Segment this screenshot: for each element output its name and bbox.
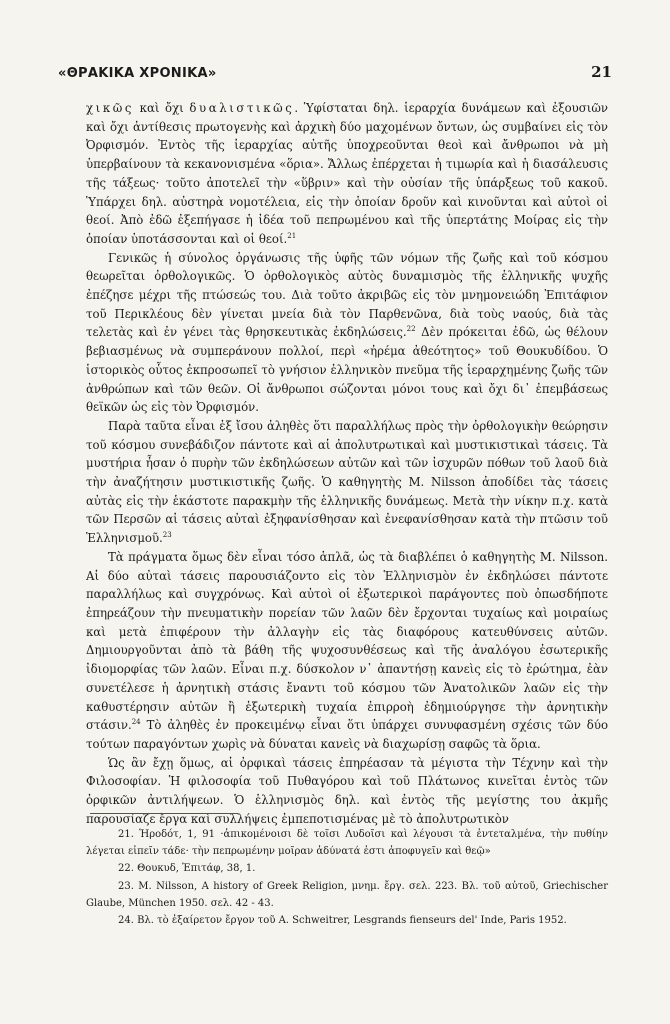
text-run: Ὡς ἂν ἔχῃ ὅμως, αἱ ὀρφικαὶ τάσεις ἐπηρέασαν τὰ μέγιστα τὴν Τέχνην καὶ τὴν Φιλοσοφίαν. Ἡ φιλοσοφία τοῦ Πυθαγόρου καὶ τοῦ Πλάτωνος κινεῖται ἐντὸς τῶν ὀρφικῶν ἀντιλήψεων. Ὁ ἑλληνισμὸς δηλ. καὶ ἐντὸς τῆς μεγίστης του ἀκμῆς παρουσίαζε ἔργα καὶ συλλήψεις ἐμπεποτισμένας μὲ τὸ ἀπολυτρωτικὸν bbox=[86, 755, 608, 826]
page-number: 21 bbox=[591, 63, 612, 81]
paragraph-5 bbox=[86, 754, 608, 829]
footnote-22: 22. Θουκυδ, Ἐπιτάφ, 38, 1. bbox=[118, 863, 256, 875]
footnote-divider bbox=[90, 813, 238, 814]
footnotes bbox=[86, 826, 608, 929]
text-run: Γενικῶς ἡ σύνολος ὀργάνωσις τῆς ὑφῆς τῶν νόμων τῆς ζωῆς καὶ τοῦ κόσμου θεωρεῖται ὀρθολογικῶς. Ὁ ὀρθολογικὸς αὐτὸς δυναμισμὸς τῆς ἑλληνικῆς ψυχῆς ἐπέζησε μέχρι τῆς πτώσεώς του. Διὰ τοῦτο ἀκριβῶς εἰς τὸν μνημονειώδη Ἐπιτάφιον τοῦ Περικλέους δὲν γίνεται μνεία διὰ τὸν Παρθενῶνα, διὰ τοὺς ναούς, διὰ τὰς τελετὰς καὶ ἐν γένει τὰς θρησκευτικὰς ἐκδηλώσεις. bbox=[86, 250, 608, 340]
text-run: Παρὰ ταῦτα εἶναι ἐξ ἴσου ἀληθὲς ὅτι παραλλήλως πρὸς τὴν ὀρθολογικὴν θεώρησιν τοῦ κόσμου συνεβάδιζον πάντοτε καὶ αἱ ἀπολυτρωτικαὶ καὶ μυστικιστικαὶ τάσεις. Τὰ μυστήρια ἦσαν ὁ πυρὴν τῶν ἐκδηλώσεων αὐτῶν καὶ τῶν ἰσχυρῶν πόθων τοῦ λαοῦ διὰ τὴν ἀναζήτησιν μυστικιστικῆς ζωῆς. Ὁ καθηγητὴς Μ. Nilsson ἀποδίδει τὰς τάσεις αὐτὰς εἰς τὴν ἑκάστοτε παρακμὴν τῆς ἑλληνικῆς δυνάμεως. Μετὰ τὴν νίκην π.χ. κατὰ τῶν Περσῶν αἱ τάσεις αὐταὶ ἐξηφανίσθησαν καὶ ἐνεφανίσθησαν κατὰ τὴν πτῶσιν τοῦ Ἑλληνισμοῦ. bbox=[86, 418, 608, 546]
running-header bbox=[58, 63, 612, 81]
footnote-ref-23[interactable]: 23 bbox=[162, 531, 172, 540]
text-run: Τὰ πράγματα ὅμως δὲν εἶναι τόσο ἁπλᾶ, ὡς τὰ διαβλέπει ὁ καθηγητὴς Μ. Nilsson. Αἱ δύο αὐταὶ τάσεις παρουσιάζοντο εἰς τὸν Ἑλληνισμὸν ἐν ἐκδηλώσει πάντοτε παραλλήλως καὶ συγχρόνως. Καὶ αὐτοὶ οἱ ἐξωτερικοὶ παράγοντες ποὺ ὀπωσδήποτε ἐπηρεάζουν τὴν πνευματικὴν πορείαν τῶν λαῶν δὲν ἔρχονται τυχαίως καὶ μοιραίως καὶ μετὰ ἐπιφέρουν τὴν ἀλλαγὴν εἰς τὰς διαφόρους κατευθύνσεις αὐτῶν. Δημιουργοῦνται ἀπὸ τὰ βάθη τῆς ψυχοσυνθέσεως καὶ τῆς ἀναλόγου ἐσωτερικῆς ἰδιομορφίας τῶν λαῶν. Εἶναι π.χ. δύσκολον ν᾽ ἀπαντήσῃ κανεὶς εἰς τὸ ἐρώτημα, ἐὰν συνετέλεσε ἡ ἀρνητικὴ στάσις ἔναντι τοῦ κόσμου τῶν Ἀνατολικῶν λαῶν εἰς τὴν καθυστέρησιν αὐτῶν ἢ ἐξωτερικὴ τυχαία ἐπιρροὴ ἐδημιούργησε τὴν ἀρνητικὴν στάσιν. bbox=[86, 549, 608, 733]
footnote-24: 24. Βλ. τὸ ἐξαίρετον ἔργον τοῦ A. Schweitrer, Lesgrands fienseurs del' Inde, Paris 1952. bbox=[118, 915, 567, 927]
text-run: Δὲν πρόκειται ἐδῶ, ὡς θέλουν βεβιασμένως νὰ συμπεράνουν πολλοί, περὶ «ἠρέμα ἀθεότητος» τοῦ Θουκυδίδου. Ὁ ἱστορικὸς οὗτος ἐκπροσωπεῖ τὸ γνήσιον ἑλληνικὸν πνεῦμα τῆς ἱεραρχημένης ζωῆς τῶν ἀνθρώπων καὶ τῶν θεῶν. Οἱ ἄνθρωποι σώζονται μόνοι τους καὶ ὄχι δι᾽ ἐπεμβάσεως θεϊκῶν ὡς εἰς τὸν Ὀρφισμόν. bbox=[86, 325, 608, 415]
text-run: Τὸ ἀληθὲς ἐν προκειμένῳ εἶναι ὅτι ὑπάρχει συνυφασμένη σχέσις τῶν δύο τούτων παραγόντων χωρὶς νὰ δύναται κανεὶς νὰ διαχωρίσῃ σαφῶς τὰ ὅρια. bbox=[86, 718, 608, 751]
journal-title: «ΘΡΑΚΙΚΑ ΧΡΟΝΙΚΑ» bbox=[58, 66, 217, 81]
spaced-word: χικῶς bbox=[86, 101, 135, 115]
text-run: . Ὑφίσταται δηλ. ἱεραρχία δυνάμεων καὶ ἐξουσιῶν καὶ ὄχι ἀντίθεσις πρωτογενὴς καὶ ἀρχικὴ δύο μαχομένων ὄντων, ὡς συμβαίνει εἰς τὸν Ὀρφισμόν. Ἐντὸς τῆς ἱεραρχίας αὐτῆς ὑποχρεοῦνται θεοὶ καὶ ἄνθρωποι νὰ μὴ ὑπερβαίνουν τὰ κεκανονισμένα «ὅρια». Ἄλλως ἐπέρχεται ἡ τιμωρία καὶ ἡ διασάλευσις τῆς τάξεως· τοῦτο ἀποτελεῖ τὴν «ὕβριν» καὶ τὴν οὐσίαν τῆς ὑπάρξεως τοῦ κακοῦ. Ὑπάρχει δηλ. αὐστηρὰ νομοτέλεια, εἰς τὴν ὁποίαν δροῦν καὶ κινοῦνται καὶ αὐτοὶ οἱ θεοί. Ἀπὸ ἐδῶ ἐξεπήγασε ἡ ἰδέα τοῦ πεπρωμένου καὶ τῆς ὑπερτάτης Μοίρας εἰς τὴν ὁποίαν ὑποτάσσονται καὶ οἱ θεοί. bbox=[86, 101, 608, 246]
footnote-ref-24[interactable]: 24 bbox=[131, 718, 141, 727]
paragraph-1 bbox=[86, 99, 608, 249]
footnote-ref-22[interactable]: 22 bbox=[406, 325, 416, 334]
footnote-23: 23. M. Nilsson, A history of Greek Religion, μνημ. ἔργ. σελ. 223. Βλ. τοῦ αὐτοῦ, Griechischer Glaube, München 1950. σελ. 42 - 43. bbox=[86, 880, 608, 909]
footnote-21: 21. Ἡροδότ, 1, 91 ·ἀπικομένοισι δὲ τοῖσι Λυδοῖσι καὶ λέγουσι τὰ ἐντεταλμένα, τὴν πυθίην λέγεται εἰπεῖν τάδε· τὴν πεπρωμένην μοῖραν ἀδύνατά ἐστι ἀποφυγεῖν καὶ θεῷ» bbox=[86, 829, 608, 858]
spaced-word: δυαλιστικῶς bbox=[189, 101, 295, 115]
body-text bbox=[86, 99, 608, 828]
footnote-ref-21[interactable]: 21 bbox=[287, 232, 297, 241]
paragraph-4 bbox=[86, 548, 608, 754]
paragraph-3 bbox=[86, 417, 608, 548]
paragraph-2 bbox=[86, 249, 608, 417]
text-run: καὶ ὄχι bbox=[134, 101, 190, 115]
